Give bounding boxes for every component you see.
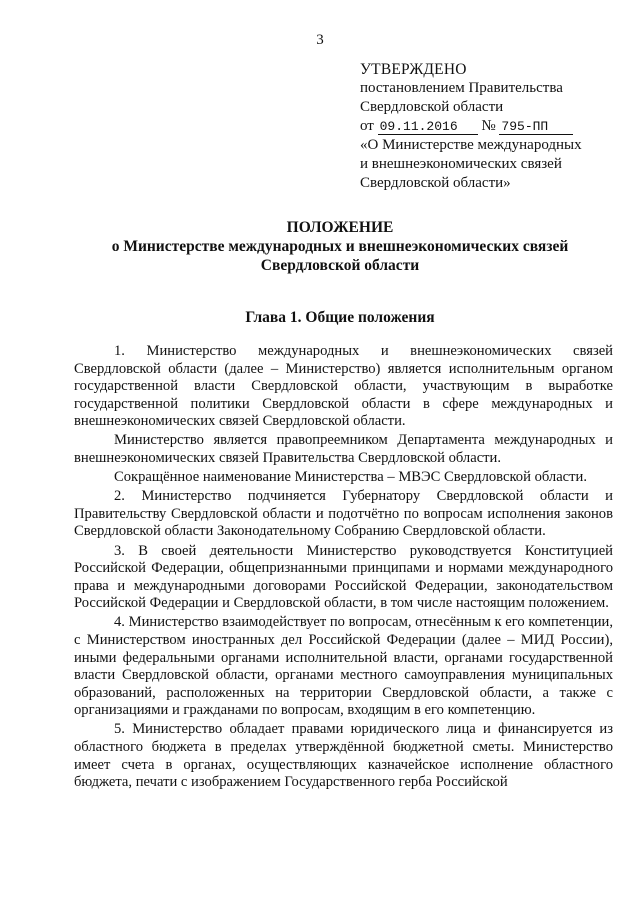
paragraph: 5. Министерство обладает правами юридического лица и финансируется из областного бюджета в пределах утверждённой бюджетной сметы. Министерство имеет счета в органах, осуществляющих казначейское исполнение областного бюджета, печати с изображением Государственного герба Российской bbox=[74, 721, 613, 791]
approval-date-prefix: от bbox=[360, 118, 374, 134]
approval-heading: УТВЕРЖДЕНО bbox=[360, 61, 467, 78]
approval-stamp bbox=[360, 60, 620, 193]
approval-title-line-1: «О Министерстве международных bbox=[360, 137, 582, 153]
chapter-title: Глава 1. Общие положения bbox=[245, 309, 435, 326]
body-text bbox=[74, 343, 613, 793]
approval-date-line bbox=[360, 117, 620, 136]
paragraph: 1. Министерство международных и внешнеэкономических связей Свердловской области (далее – Министерство) является исполнительным органом государственной власти Свердловской области, участвующим в выработке государственной политики Свердловской области в сфере международных и внешнеэкономических связей Свердловской области. bbox=[74, 343, 613, 430]
document-title-line-1: ПОЛОЖЕНИЕ bbox=[286, 219, 394, 236]
paragraph: Сокращённое наименование Министерства – МВЭС Свердловской области. bbox=[114, 469, 587, 486]
approval-title-line-2: и внешнеэкономических связей bbox=[360, 156, 562, 172]
approval-date: 09.11.2016 bbox=[378, 119, 478, 135]
approval-title-line-3: Свердловской области» bbox=[360, 175, 511, 191]
approval-number-sign: № bbox=[481, 118, 496, 134]
approval-line-1: постановлением Правительства bbox=[360, 80, 563, 96]
document-title-line-2: о Министерстве международных и внешнеэкономических связей bbox=[111, 238, 569, 255]
approval-line-2: Свердловской области bbox=[360, 99, 504, 115]
approval-number: 795-ПП bbox=[499, 119, 573, 135]
paragraph: 4. Министерство взаимодействует по вопросам, отнесённым к его компетенции, с Министерством иностранных дел Российской Федерации (далее – МИД России), иными федеральными органами исполнительной власти, органами государственной власти Свердловской области, органами местного самоуправления муниципальных образований, расположенных на территории Свердловской области, а также с организациями и гражданами по вопросам, входящим в его компетенцию. bbox=[74, 614, 613, 719]
document-title-line-3: Свердловской области bbox=[260, 257, 420, 274]
page-number: 3 bbox=[316, 32, 324, 48]
paragraph: 3. В своей деятельности Министерство руководствуется Конституцией Российской Федерации, общепризнанными принципами и нормами международного права и международными договорами Российской Федерации, законодательством Российской Федерации и Свердловской области, в том числе настоящим положением. bbox=[74, 542, 613, 612]
document-title bbox=[70, 218, 610, 275]
paragraph: 2. Министерство подчиняется Губернатору Свердловской области и Правительству Свердловской области и подотчётно по вопросам исполнения законов Свердловской области Законодательному Собранию Свердловской области. bbox=[74, 488, 613, 540]
paragraph: Министерство является правопреемником Департамента международных и внешнеэкономических связей Правительства Свердловской области. bbox=[74, 432, 613, 467]
